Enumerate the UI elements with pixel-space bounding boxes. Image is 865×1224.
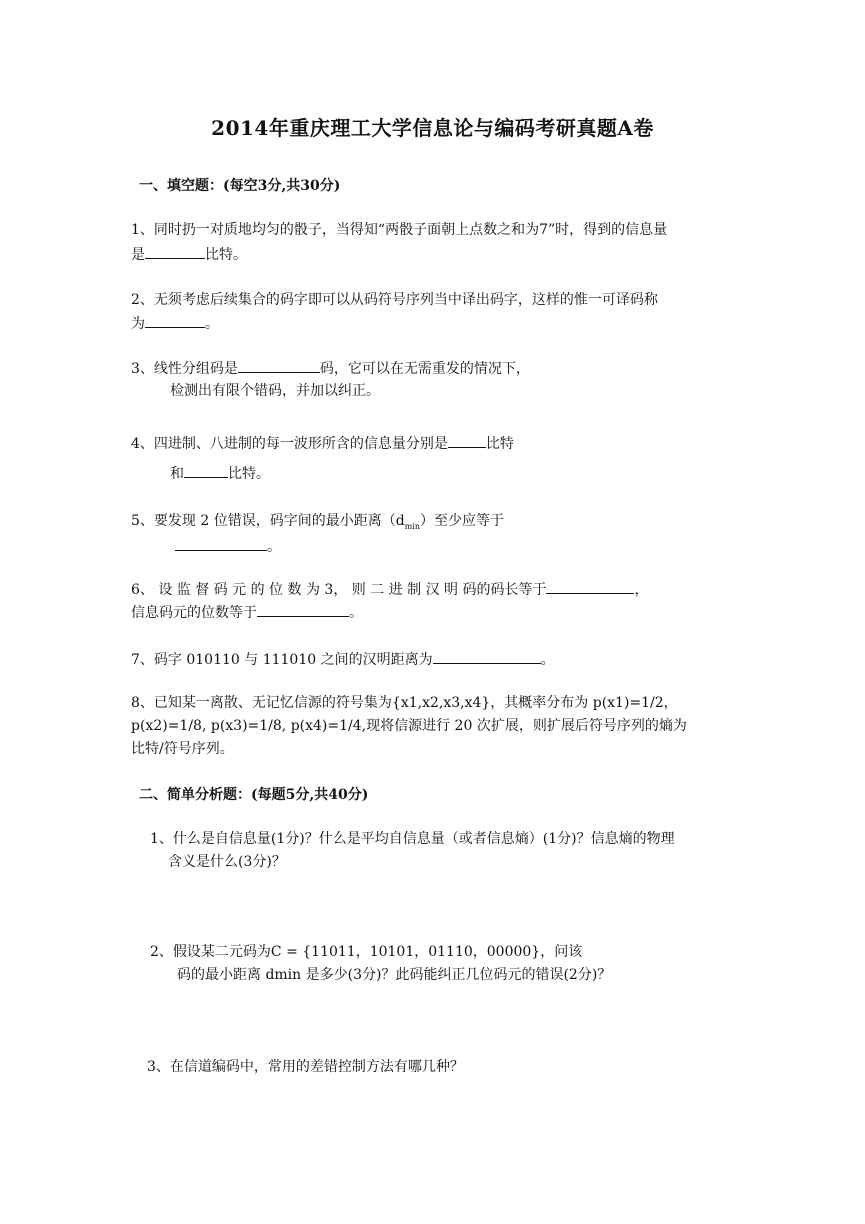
q5-text-b: ）至少应等于 [419, 513, 504, 529]
q2-text-b: 。 [205, 316, 219, 332]
page-title: 2014年重庆理工大学信息论与编码考研真题A卷 [211, 116, 654, 140]
q1-text-a: 是 [131, 247, 145, 263]
q5-text-c: 。 [267, 539, 281, 555]
q3-text-a: 3、线性分组码是 [131, 361, 238, 377]
answer-blank [238, 358, 320, 373]
q8-line3: 比特/符号序列。 [131, 741, 234, 757]
q6-line2 [131, 602, 363, 623]
q7-text-a: 7、码字 010110 与 111010 之间的汉明距离为 [131, 652, 433, 668]
s2-q3-line1: 3、在信道编码中，常用的差错控制方法有哪几种？ [147, 1059, 464, 1075]
q4-text-b: 比特 [485, 436, 514, 452]
q2-line2 [131, 313, 219, 334]
section2-heading: 二、简单分析题：(每题5分,共40分) [139, 787, 369, 803]
q6-text-c: 信息码元的位数等于 [131, 605, 257, 621]
q5-subscript: min [404, 521, 420, 531]
q4-text-c: 和 [170, 466, 184, 482]
answer-blank [257, 602, 349, 617]
q2-line1: 2、无须考虑后续集合的码字即可以从码符号序列当中译出码字，这样的惟一可译码称 [131, 292, 658, 308]
s2-q1-line1: 1、什么是自信息量(1分)？什么是平均自信息量（或者信息熵）(1分)？信息熵的物理 [150, 831, 675, 847]
q5-line2 [175, 536, 281, 557]
s2-q2-line2: 码的最小距离 dmin 是多少(3分)？此码能纠正几位码元的错误(2分)？ [177, 967, 612, 983]
q7-line1 [131, 649, 555, 670]
s2-q1-line2: 含义是什么(3分)？ [168, 854, 286, 870]
q2-text-a: 为 [131, 316, 145, 332]
q8-line2: p(x2)=1/8, p(x3)=1/8, p(x4)=1/4,现将信源进行 20 次扩展，则扩展后符号序列的熵为 [131, 718, 687, 734]
q6-text-a: 6、 设 监 督 码 元 的 位 数 为 3， 则 二 进 制 汉 明 码的码长等于 [131, 582, 547, 598]
section1-heading: 一、填空题：(每空3分,共30分) [139, 178, 341, 194]
answer-blank [433, 649, 541, 664]
answer-blank [546, 579, 634, 594]
q1-line2 [131, 244, 247, 265]
answer-blank [184, 463, 228, 478]
q6-text-d: 。 [349, 605, 363, 621]
q8-line1: 8、已知某一离散、无记忆信源的符号集为{x1,x2,x3,x4}，其概率分布为 p(x1)=1/2， [131, 695, 678, 711]
q4-line2 [170, 463, 270, 484]
q3-text-b: 码，它可以在无需重发的情况下， [319, 361, 530, 377]
q7-text-b: 。 [540, 652, 555, 668]
answer-blank [145, 244, 205, 259]
q6-line1 [131, 579, 648, 600]
answer-blank [175, 536, 267, 551]
q3-line1 [131, 358, 530, 379]
q3-line2: 检测出有限个错码，并加以纠正。 [170, 383, 380, 399]
answer-blank [448, 433, 486, 448]
q4-text-d: 比特。 [228, 466, 270, 482]
q4-line1 [131, 433, 514, 454]
q1-text-b: 比特。 [205, 247, 247, 263]
q4-text-a: 4、四进制、八进制的每一波形所含的信息量分别是 [131, 436, 448, 452]
q6-text-b: ， [634, 582, 649, 598]
q5-line1 [131, 511, 504, 537]
q1-line1: 1、同时扔一对质地均匀的骰子，当得知“两骰子面朝上点数之和为7”时，得到的信息量 [131, 222, 668, 238]
s2-q2-line1: 2、假设某二元码为C = {11011，10101，01110，00000}，问该 [150, 944, 583, 960]
q5-text-a: 5、要发现 2 位错误，码字间的最小距离（d [131, 513, 405, 529]
answer-blank [145, 313, 205, 328]
